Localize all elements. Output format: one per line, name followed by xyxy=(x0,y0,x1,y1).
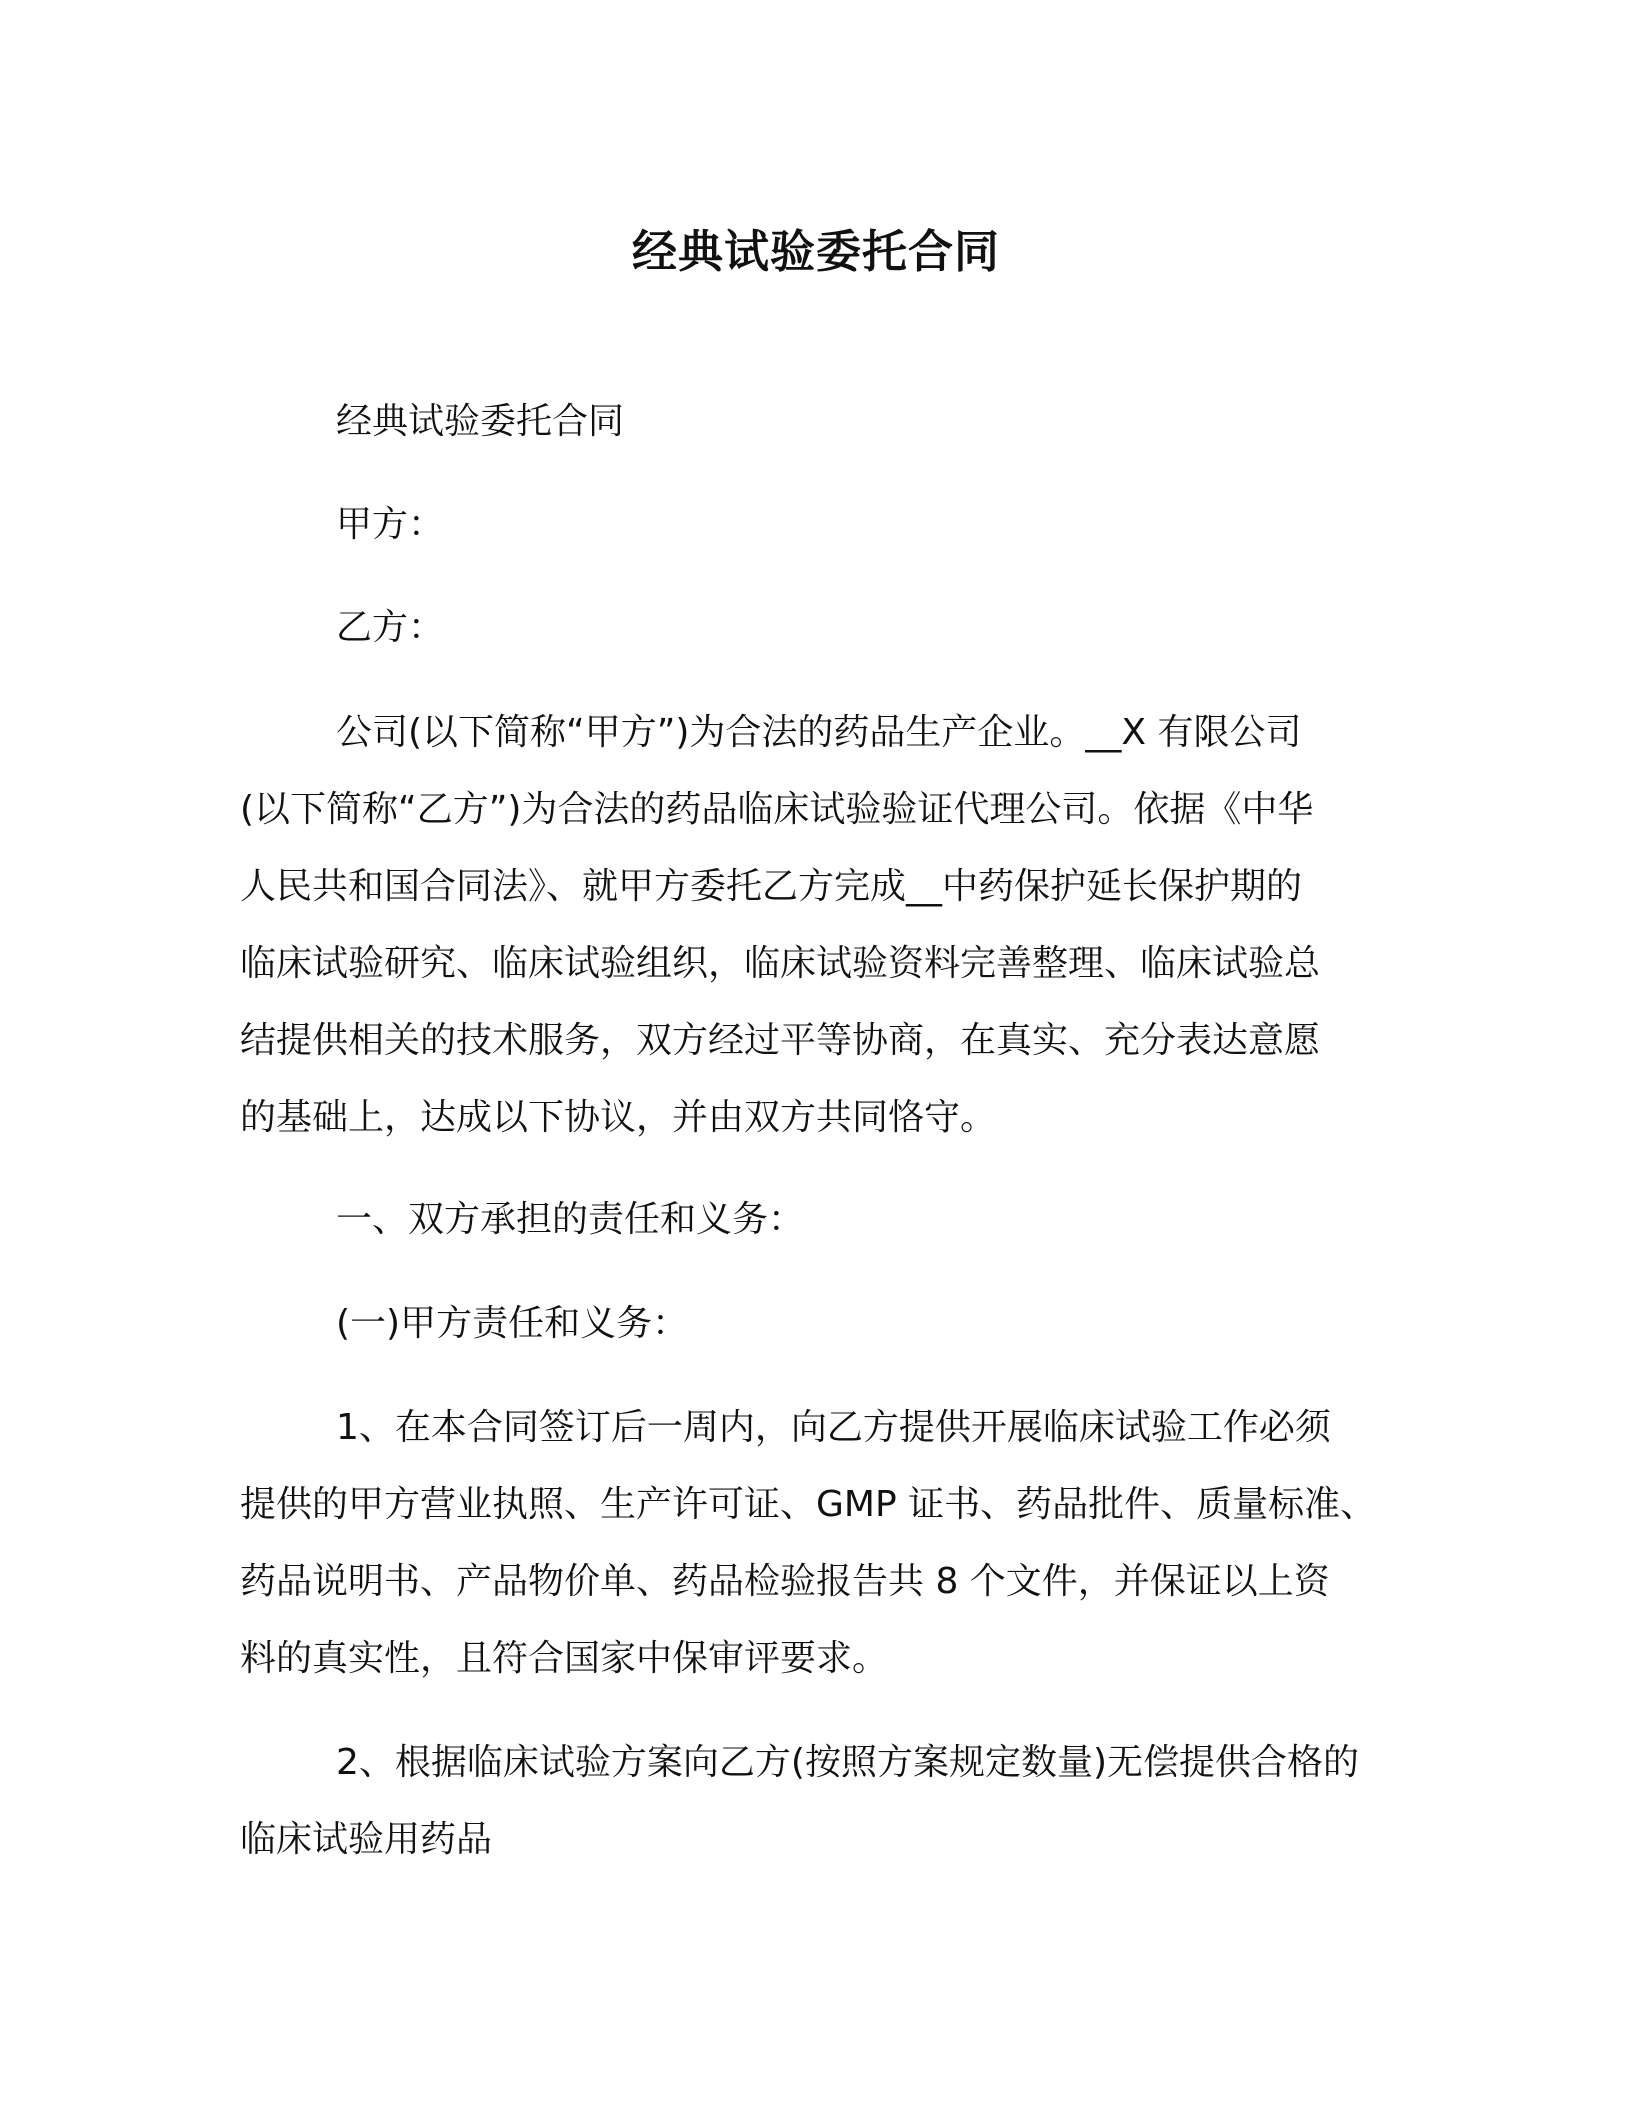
paragraph-line: 结提供相关的技术服务，双方经过平等协商，在真实、充分表达意愿 xyxy=(240,1020,1321,1061)
paragraph-line: 提供的甲方营业执照、生产许可证、GMP 证书、药品批件、质量标准、 xyxy=(240,1484,1377,1525)
contract-subtitle-text: 经典试验委托合同 xyxy=(336,401,625,442)
paragraph-line: 2、根据临床试验方案向乙方(按照方案规定数量)无偿提供合格的 xyxy=(336,1742,1359,1783)
paragraph-line: 1、在本合同签订后一周内，向乙方提供开展临床试验工作必须 xyxy=(336,1407,1331,1448)
paragraph-line: 临床试验研究、临床试验组织，临床试验资料完善整理、临床试验总 xyxy=(240,943,1321,984)
paragraph-line: (以下简称“乙方”)为合法的药品临床试验验证代理公司。依据《中华 xyxy=(240,789,1314,830)
party-a-text: 甲方： xyxy=(336,504,445,545)
clause-item-1 xyxy=(240,1389,1390,1697)
intro-paragraph xyxy=(240,694,1390,1156)
paragraph-line: 人民共和国合同法》、就甲方委托乙方完成__中药保护延长保护期的 xyxy=(240,866,1303,907)
subsection-heading-text: (一)甲方责任和义务： xyxy=(336,1303,689,1344)
section-heading-1 xyxy=(240,1181,1390,1258)
paragraph-line: 公司(以下简称“甲方”)为合法的药品生产企业。__X 有限公司 xyxy=(336,712,1302,753)
section-heading-text: 一、双方承担的责任和义务： xyxy=(336,1199,805,1240)
contract-subtitle xyxy=(240,383,1390,460)
party-a-label xyxy=(240,486,1390,563)
party-b-label xyxy=(240,589,1390,666)
party-b-text: 乙方： xyxy=(336,607,445,648)
paragraph-line: 的基础上，达成以下协议，并由双方共同恪守。 xyxy=(240,1097,997,1138)
document-title: 经典试验委托合同 xyxy=(631,225,1000,278)
clause-item-2 xyxy=(240,1724,1390,1878)
paragraph-line: 临床试验用药品 xyxy=(240,1819,493,1860)
subsection-heading-1 xyxy=(240,1285,1390,1362)
paragraph-line: 料的真实性，且符合国家中保审评要求。 xyxy=(240,1638,889,1679)
paragraph-line: 药品说明书、产品物价单、药品检验报告共 8 个文件，并保证以上资 xyxy=(240,1561,1330,1602)
